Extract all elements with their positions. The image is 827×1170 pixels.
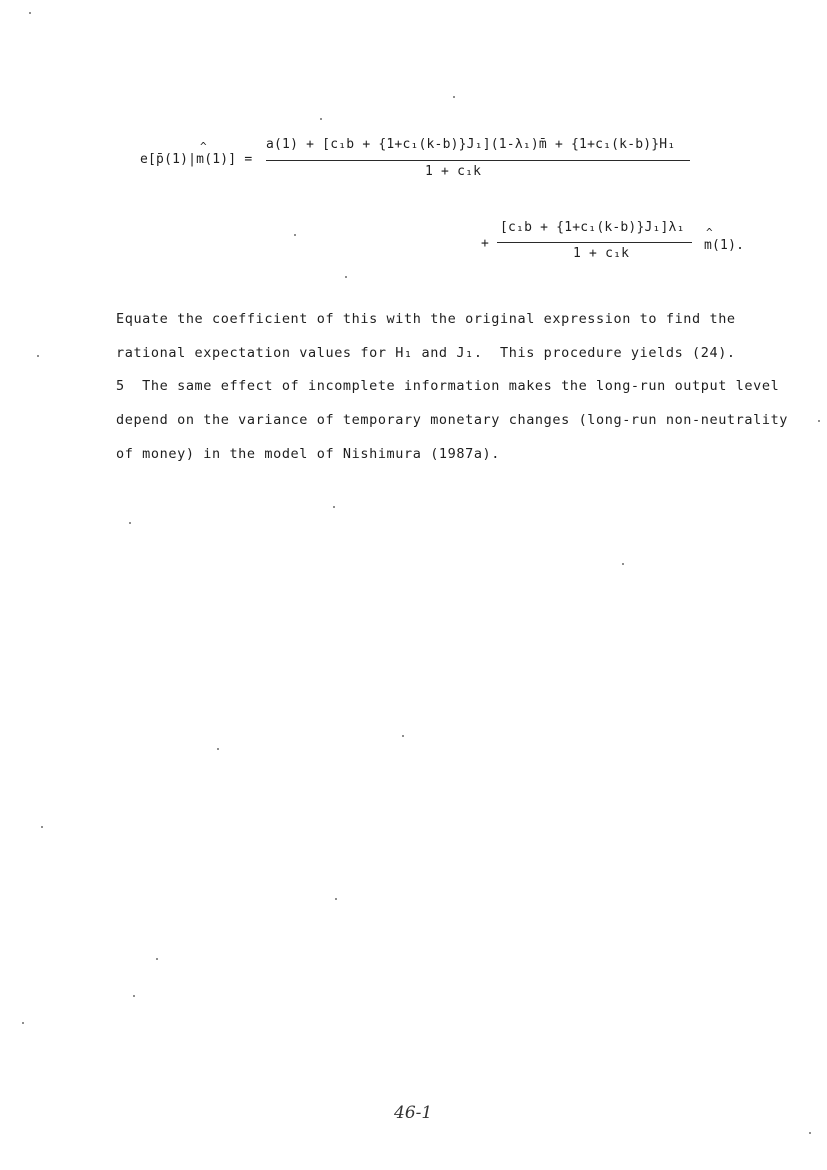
equation-1-lhs: e[p̄(1)|m(1)] = [140, 152, 253, 167]
hat-accent: ^ [200, 140, 207, 153]
hat-accent: ^ [706, 226, 713, 239]
fraction-bar [497, 242, 692, 243]
text-line: Equate the coefficient of this with the original expression to find the [116, 311, 736, 327]
text-line: rational expectation values for H₁ and J₁. This procedure yields (24). [116, 345, 736, 361]
text-line: depend on the variance of temporary monetary changes (long-run non-neutrality [116, 412, 789, 428]
equation-2-plus: + [481, 236, 490, 251]
equation-2-trailing: m(1). [704, 238, 745, 253]
page-number: 46-1 [394, 1103, 433, 1123]
equation-2-numerator: [c₁b + {1+c₁(k-b)}J₁]λ₁ [500, 220, 685, 235]
equation-1-denominator: 1 + c₁k [425, 164, 482, 179]
text-line: of money) in the model of Nishimura (1987a). [116, 446, 501, 462]
fraction-bar [266, 160, 690, 161]
equation-2-denominator: 1 + c₁k [573, 246, 630, 261]
equation-1-numerator: a(1) + [c₁b + {1+c₁(k-b)}J₁](1-λ₁)m̄ + {1+c₁(k-b)}H₁ [266, 137, 676, 152]
footnote-line: 5 The same effect of incomplete information makes the long-run output level [116, 378, 780, 394]
